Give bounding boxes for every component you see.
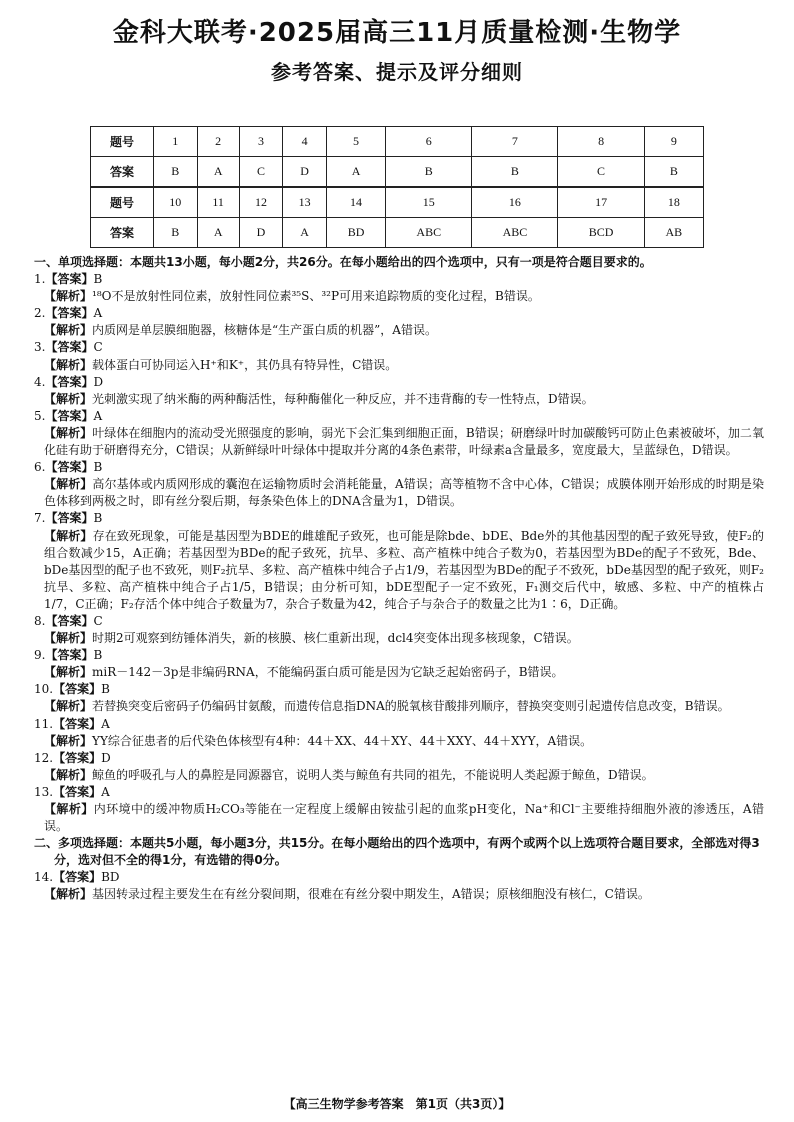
- answer-value: A: [93, 306, 103, 321]
- answer-value: B: [101, 682, 110, 697]
- table-cell: 4: [283, 127, 327, 157]
- explanation-body: miR－142－3p是非编码RNA，不能编码蛋白质可能是因为它缺乏起始密码子，B错误。: [92, 665, 564, 680]
- answer-value: A: [101, 784, 110, 799]
- table-cell: 7: [472, 127, 558, 157]
- list-item: [34, 271, 764, 305]
- table-row: [91, 157, 704, 188]
- answer-line: [34, 869, 764, 886]
- explain-label: 【解析】: [44, 289, 93, 304]
- answer-value: D: [101, 750, 111, 765]
- explain-label: 【解析】: [44, 631, 93, 646]
- question-number: 10.: [34, 682, 54, 697]
- question-number: 9.: [34, 648, 46, 663]
- table-cell: 9: [644, 127, 703, 157]
- explanation-body: ¹⁸O不是放射性同位素，放射性同位素³⁵S、³²P可用来追踪物质的变化过程，B错误。: [92, 289, 540, 304]
- table-cell: D: [239, 218, 283, 248]
- list-item: [34, 510, 764, 613]
- explanation-text: [34, 322, 764, 339]
- table-cell: BD: [326, 218, 385, 248]
- list-item: [34, 374, 764, 408]
- explanation-body: 时期2可观察到纺锤体消失，新的核膜、核仁重新出现，dcl4突变体出现多核现象，C错误。: [92, 631, 579, 646]
- items-single-choice: [34, 271, 764, 835]
- answer-line: [34, 681, 764, 698]
- explanation-text: [34, 698, 764, 715]
- table-cell: AB: [644, 218, 703, 248]
- answer-label: 【答案】: [45, 306, 94, 321]
- list-item: [34, 647, 764, 681]
- explanation-body: 基因转录过程主要发生在有丝分裂间期，很难在有丝分裂中期发生，A错误；原核细胞没有核仁，C错误。: [92, 887, 650, 902]
- explanation-text: [34, 391, 764, 408]
- answer-line: [34, 784, 764, 801]
- answer-value: B: [93, 511, 103, 526]
- explain-label: 【解析】: [44, 802, 94, 816]
- answer-label: 【答案】: [45, 460, 94, 475]
- explain-label: 【解析】: [44, 665, 93, 680]
- explanation-body: 鲸鱼的呼吸孔与人的鼻腔是同源器官，说明人类与鲸鱼有共同的祖先，不能说明人类起源于鲸鱼，D错误。: [92, 767, 654, 782]
- answer-label: 【答案】: [45, 272, 94, 287]
- explain-label: 【解析】: [44, 425, 93, 440]
- explanation-text: [34, 425, 764, 459]
- table-cell: 3: [239, 127, 283, 157]
- answer-line: [34, 374, 764, 391]
- explanation-body: 内质网是单层膜细胞器，核糖体是“生产蛋白质的机器”，A错误。: [92, 323, 437, 338]
- answer-explanations: [34, 254, 764, 904]
- answer-label: 【答案】: [45, 408, 94, 423]
- table-cell: 6: [386, 127, 472, 157]
- explanation-body: 载体蛋白可协同运入H⁺和K⁺，其仍具有特异性，C错误。: [92, 357, 398, 372]
- answer-label: 【答案】: [53, 716, 102, 731]
- explanation-text: [34, 733, 764, 750]
- table-cell: 11: [197, 187, 239, 218]
- table-cell: 8: [558, 127, 644, 157]
- table-cell: B: [644, 157, 703, 188]
- table-cell: 18: [644, 187, 703, 218]
- explanation-text: [34, 528, 764, 613]
- answer-value: A: [101, 716, 110, 731]
- explanation-text: [34, 767, 764, 784]
- table-cell: ABC: [472, 218, 558, 248]
- question-number: 12.: [34, 750, 54, 765]
- explanation-text: [34, 801, 764, 835]
- table-cell: A: [197, 218, 239, 248]
- list-item: [34, 613, 764, 647]
- table-cell: 2: [197, 127, 239, 157]
- question-number: 11.: [34, 716, 54, 731]
- explanation-body: 内环境中的缓冲物质H₂CO₃等能在一定程度上缓解由铵盐引起的血浆pH变化，Na⁺和Cl⁻主要维持细胞外液的渗透压，A错误。: [44, 802, 764, 834]
- answer-label: 【答案】: [53, 870, 102, 885]
- question-number: 13.: [34, 784, 54, 799]
- question-number: 2.: [34, 306, 46, 321]
- table-row: [91, 127, 704, 157]
- list-item: [34, 750, 764, 784]
- explanation-body: 若替换突变后密码子仍编码甘氨酸，而遗传信息指DNA的脱氧核苷酸排列顺序，替换突变则引起遗传信息改变，B错误。: [92, 699, 730, 714]
- explain-label: 【解析】: [44, 733, 93, 748]
- question-number: 1.: [34, 272, 46, 287]
- answer-label: 【答案】: [53, 784, 102, 799]
- list-item: [34, 339, 764, 373]
- answer-label: 【答案】: [45, 648, 94, 663]
- table-cell: A: [326, 157, 385, 188]
- table-cell: 12: [239, 187, 283, 218]
- row-label: 题号: [91, 187, 154, 218]
- section-heading-multi-choice: 二、多项选择题：本题共5小题，每小题3分，共15分。在每小题给出的四个选项中，有两个或两个以上选项符合题目要求，全部选对得3分，选对但不全的得1分，有选错的得0分。: [34, 836, 760, 868]
- page-title: 金科大联考·2025届高三11月质量检测·生物学: [112, 18, 682, 48]
- question-number: 8.: [34, 613, 46, 628]
- answer-label: 【答案】: [45, 511, 94, 526]
- explanation-text: [34, 357, 764, 374]
- list-item: [34, 784, 764, 835]
- answer-line: [34, 613, 764, 630]
- table-row: [91, 218, 704, 248]
- table-cell: BCD: [558, 218, 644, 248]
- question-number: 4.: [34, 374, 46, 389]
- answer-value: C: [93, 613, 103, 628]
- table-cell: C: [239, 157, 283, 188]
- answer-value: B: [93, 460, 103, 475]
- table-cell: 5: [326, 127, 385, 157]
- answer-label: 【答案】: [45, 340, 94, 355]
- table-cell: 13: [283, 187, 327, 218]
- table-cell: D: [283, 157, 327, 188]
- table-cell: B: [154, 157, 198, 188]
- answer-line: [34, 408, 764, 425]
- table-cell: 1: [154, 127, 198, 157]
- answer-line: [34, 459, 764, 476]
- table-cell: 17: [558, 187, 644, 218]
- answer-value: A: [93, 408, 103, 423]
- explanation-text: [34, 664, 764, 681]
- explanation-text: [34, 476, 764, 510]
- list-item: [34, 716, 764, 750]
- answer-table: [90, 126, 704, 248]
- answer-line: [34, 510, 764, 527]
- row-label: 题号: [91, 127, 154, 157]
- explanation-body: 叶绿体在细胞内的流动受光照强度的影响，弱光下会汇集到细胞正面，B错误；研磨绿叶时加碳酸钙可防止色素被破坏，加二氧化硅有助于研磨得充分，C错误；从新鲜绿叶叶绿体中提取并分离的4条色素带，叶绿素a含量最多，宽度最大，呈蓝绿色，D错误。: [44, 425, 764, 458]
- items-multi-choice: [34, 869, 764, 903]
- table-cell: 14: [326, 187, 385, 218]
- list-item: [34, 869, 764, 903]
- question-number: 7.: [34, 511, 46, 526]
- answer-label: 【答案】: [45, 374, 94, 389]
- list-item: [34, 459, 764, 510]
- answer-value: BD: [101, 870, 120, 885]
- table-cell: 10: [154, 187, 198, 218]
- list-item: [34, 681, 764, 715]
- table-cell: B: [472, 157, 558, 188]
- answer-line: [34, 716, 764, 733]
- answer-label: 【答案】: [53, 682, 102, 697]
- table-cell: A: [283, 218, 327, 248]
- table-cell: A: [197, 157, 239, 188]
- explanation-body: 光刺激实现了纳米酶的两种酶活性，每种酶催化一种反应，并不违背酶的专一性特点，D错误。: [92, 391, 594, 406]
- question-number: 3.: [34, 340, 46, 355]
- explanation-text: [34, 288, 764, 305]
- answer-label: 【答案】: [53, 750, 102, 765]
- explain-label: 【解析】: [44, 767, 93, 782]
- answer-line: [34, 339, 764, 356]
- page-subtitle: 参考答案、提示及评分细则: [271, 60, 523, 84]
- table-cell: 16: [472, 187, 558, 218]
- answer-line: [34, 305, 764, 322]
- table-cell: B: [386, 157, 472, 188]
- explanation-body: 存在致死现象，可能是基因型为BDE的雌雄配子致死，也可能是除bde、bDE、Bde外的其他基因型的配子致死导致，使F₂的组合数减少15，A正确；若基因型为BDe的配子致死，抗旱、多粒、高产植株中纯合子数为0，若基因型为BDe的配子不致死，Bde、bDe基因型的配子也不致死，则F₂抗旱、多粒、高产植株中纯合子占1/9，若基因型为BDe的配子不致死，bDe基因型的配子致死，则F₂抗旱、多粒、高产植株中纯合子占1/5，B错误；由分析可知，bDE型配子一定不致死，F₁测交后代中，敏感、多粒、中产的植株占1/7，C正确；F₂存活个体中纯合子数量为7，杂合子数量为42，纯合子与杂合子的数量之比为1∶6，D正确。: [44, 528, 764, 611]
- question-number: 5.: [34, 408, 46, 423]
- row-label: 答案: [91, 218, 154, 248]
- list-item: [34, 305, 764, 339]
- question-number: 14.: [34, 870, 54, 885]
- page-footer: 【高三生物学参考答案 第1页（共3页）】: [283, 1097, 511, 1111]
- answer-line: [34, 750, 764, 767]
- answer-line: [34, 647, 764, 664]
- answer-line: [34, 271, 764, 288]
- table-cell: C: [558, 157, 644, 188]
- answer-value: B: [93, 648, 103, 663]
- question-number: 6.: [34, 460, 46, 475]
- explanation-body: YY综合征患者的后代染色体核型有4种：44＋XX、44＋XY、44＋XXY、44＋XYY，A错误。: [92, 733, 593, 748]
- explain-label: 【解析】: [44, 699, 93, 714]
- explanation-body: 高尔基体或内质网形成的囊泡在运输物质时会消耗能量，A错误；高等植物不含中心体，C错误；成膜体刚开始形成的时期是染色体移到两极之时，即有丝分裂后期，每条染色体上的DNA含量为1，D错误。: [44, 477, 764, 509]
- table-cell: B: [154, 218, 198, 248]
- table-cell: 15: [386, 187, 472, 218]
- answer-value: B: [93, 272, 103, 287]
- answer-label: 【答案】: [45, 613, 94, 628]
- row-label: 答案: [91, 157, 154, 188]
- explain-label: 【解析】: [44, 357, 93, 372]
- table-cell: ABC: [386, 218, 472, 248]
- answer-value: D: [93, 374, 104, 389]
- explain-label: 【解析】: [44, 528, 93, 543]
- explain-label: 【解析】: [44, 477, 93, 492]
- explanation-text: [34, 886, 764, 903]
- explain-label: 【解析】: [44, 887, 93, 902]
- section-heading-single-choice: 一、单项选择题：本题共13小题，每小题2分，共26分。在每小题给出的四个选项中，只有一项是符合题目要求的。: [34, 255, 652, 269]
- explain-label: 【解析】: [44, 323, 93, 338]
- table-row: [91, 187, 704, 218]
- explain-label: 【解析】: [44, 391, 93, 406]
- list-item: [34, 408, 764, 459]
- explanation-text: [34, 630, 764, 647]
- answer-value: C: [93, 340, 103, 355]
